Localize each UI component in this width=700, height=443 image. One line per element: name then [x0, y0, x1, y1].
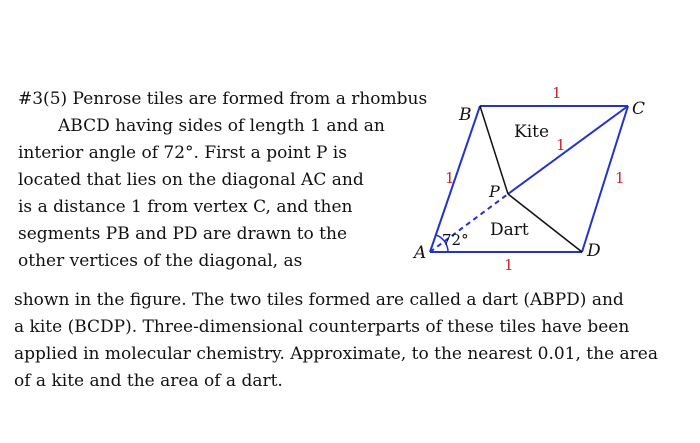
- continuation-line: applied in molecular chemistry. Approximate, to the nearest 0.01, the area: [14, 344, 659, 364]
- problem-line: #3(5) Penrose tiles are formed from a rhombus: [18, 89, 428, 109]
- vertex-label-p: P: [489, 182, 500, 201]
- problem-continuation: [14, 287, 690, 395]
- problem-line: interior angle of 72°. First a point P is: [18, 143, 347, 163]
- side-length-bottom: 1: [504, 256, 514, 274]
- side-length-kite: 1: [556, 136, 566, 154]
- problem-line: ABCD having sides of length 1 and an: [58, 116, 385, 136]
- vertex-label-a: A: [414, 243, 427, 263]
- diagonal-pc: [508, 106, 628, 194]
- segment-pb: [480, 106, 508, 194]
- vertex-label-b: B: [459, 105, 472, 125]
- continuation-line: shown in the figure. The two tiles formed are called a dart (ABPD) and: [14, 290, 624, 310]
- angle-label: 72°: [442, 231, 469, 249]
- side-length-right: 1: [615, 169, 625, 187]
- side-length-left: 1: [445, 169, 455, 187]
- problem-line: segments PB and PD are drawn to the: [18, 224, 348, 244]
- kite-label: Kite: [514, 122, 550, 142]
- problem-line: is a distance 1 from vertex C, and then: [18, 197, 353, 217]
- vertex-label-c: C: [632, 99, 646, 119]
- problem-line: located that lies on the diagonal AC and: [18, 170, 364, 190]
- dart-label: Dart: [490, 220, 529, 240]
- side-length-top: 1: [552, 84, 562, 102]
- vertex-label-d: D: [587, 241, 601, 261]
- continuation-line: a kite (BCDP). Three-dimensional counterparts of these tiles have been: [14, 317, 630, 337]
- continuation-line: of a kite and the area of a dart.: [14, 371, 283, 391]
- problem-line: other vertices of the diagonal, as: [18, 251, 303, 271]
